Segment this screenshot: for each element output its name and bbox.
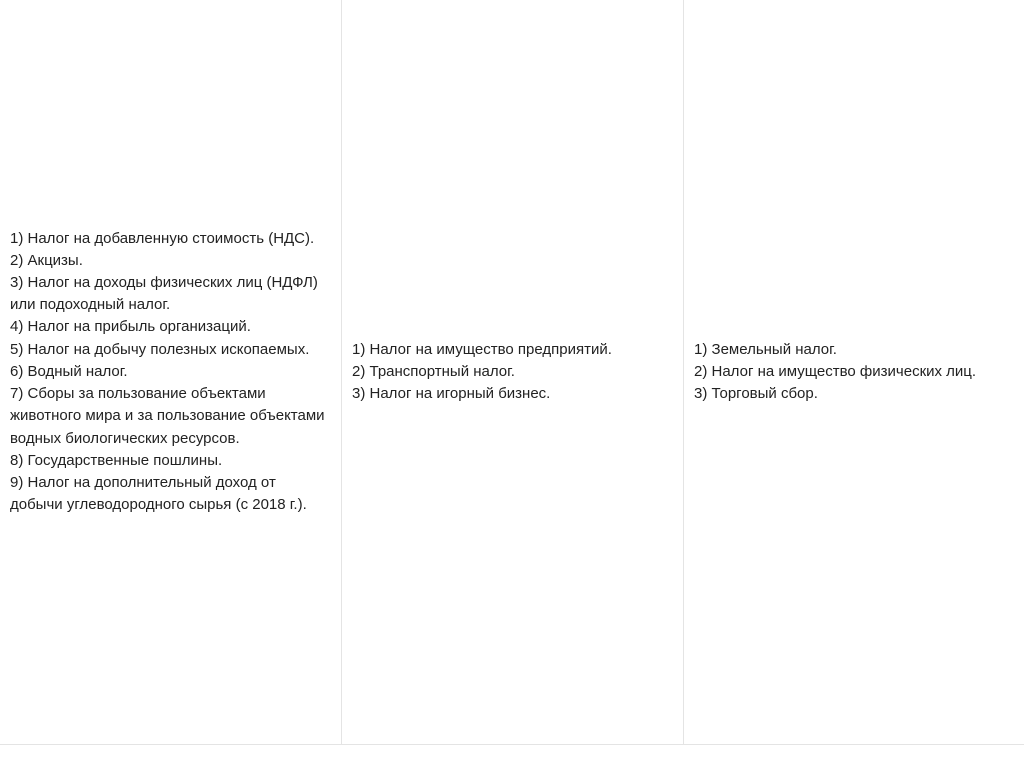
list-item: 1) Налог на добавленную стоимость (НДС). — [10, 229, 315, 247]
list-item: 3) Торговый сбор. — [694, 385, 818, 403]
federal-taxes-cell — [0, 0, 341, 744]
list-item: 4) Налог на прибыль организаций. — [10, 318, 251, 336]
local-taxes-cell — [683, 0, 1024, 744]
list-item: 7) Сборы за пользование объектами животного мира и за пользование объектами водных биологических ресурсов. — [10, 385, 325, 447]
federal-taxes-list — [10, 228, 328, 517]
list-item: 6) Водный налог. — [10, 362, 128, 380]
list-item: 3) Налог на игорный бизнес. — [352, 385, 551, 403]
list-item: 1) Земельный налог. — [694, 340, 837, 358]
list-item: 2) Налог на имущество физических лиц. — [694, 362, 977, 380]
list-item: 2) Транспортный налог. — [352, 362, 515, 380]
regional-taxes-list — [352, 339, 612, 406]
list-item: 2) Акцизы. — [10, 251, 83, 269]
list-item: 9) Налог на дополнительный доход от добычи углеводородного сырья (с 2018 г.). — [10, 473, 307, 514]
regional-taxes-cell — [341, 0, 683, 744]
list-item: 8) Государственные пошлины. — [10, 451, 223, 469]
list-item: 1) Налог на имущество предприятий. — [352, 340, 612, 358]
list-item: 3) Налог на доходы физических лиц (НДФЛ) или подоходный налог. — [10, 274, 318, 314]
local-taxes-list — [694, 339, 976, 406]
list-item: 5) Налог на добычу полезных ископаемых. — [10, 340, 310, 358]
